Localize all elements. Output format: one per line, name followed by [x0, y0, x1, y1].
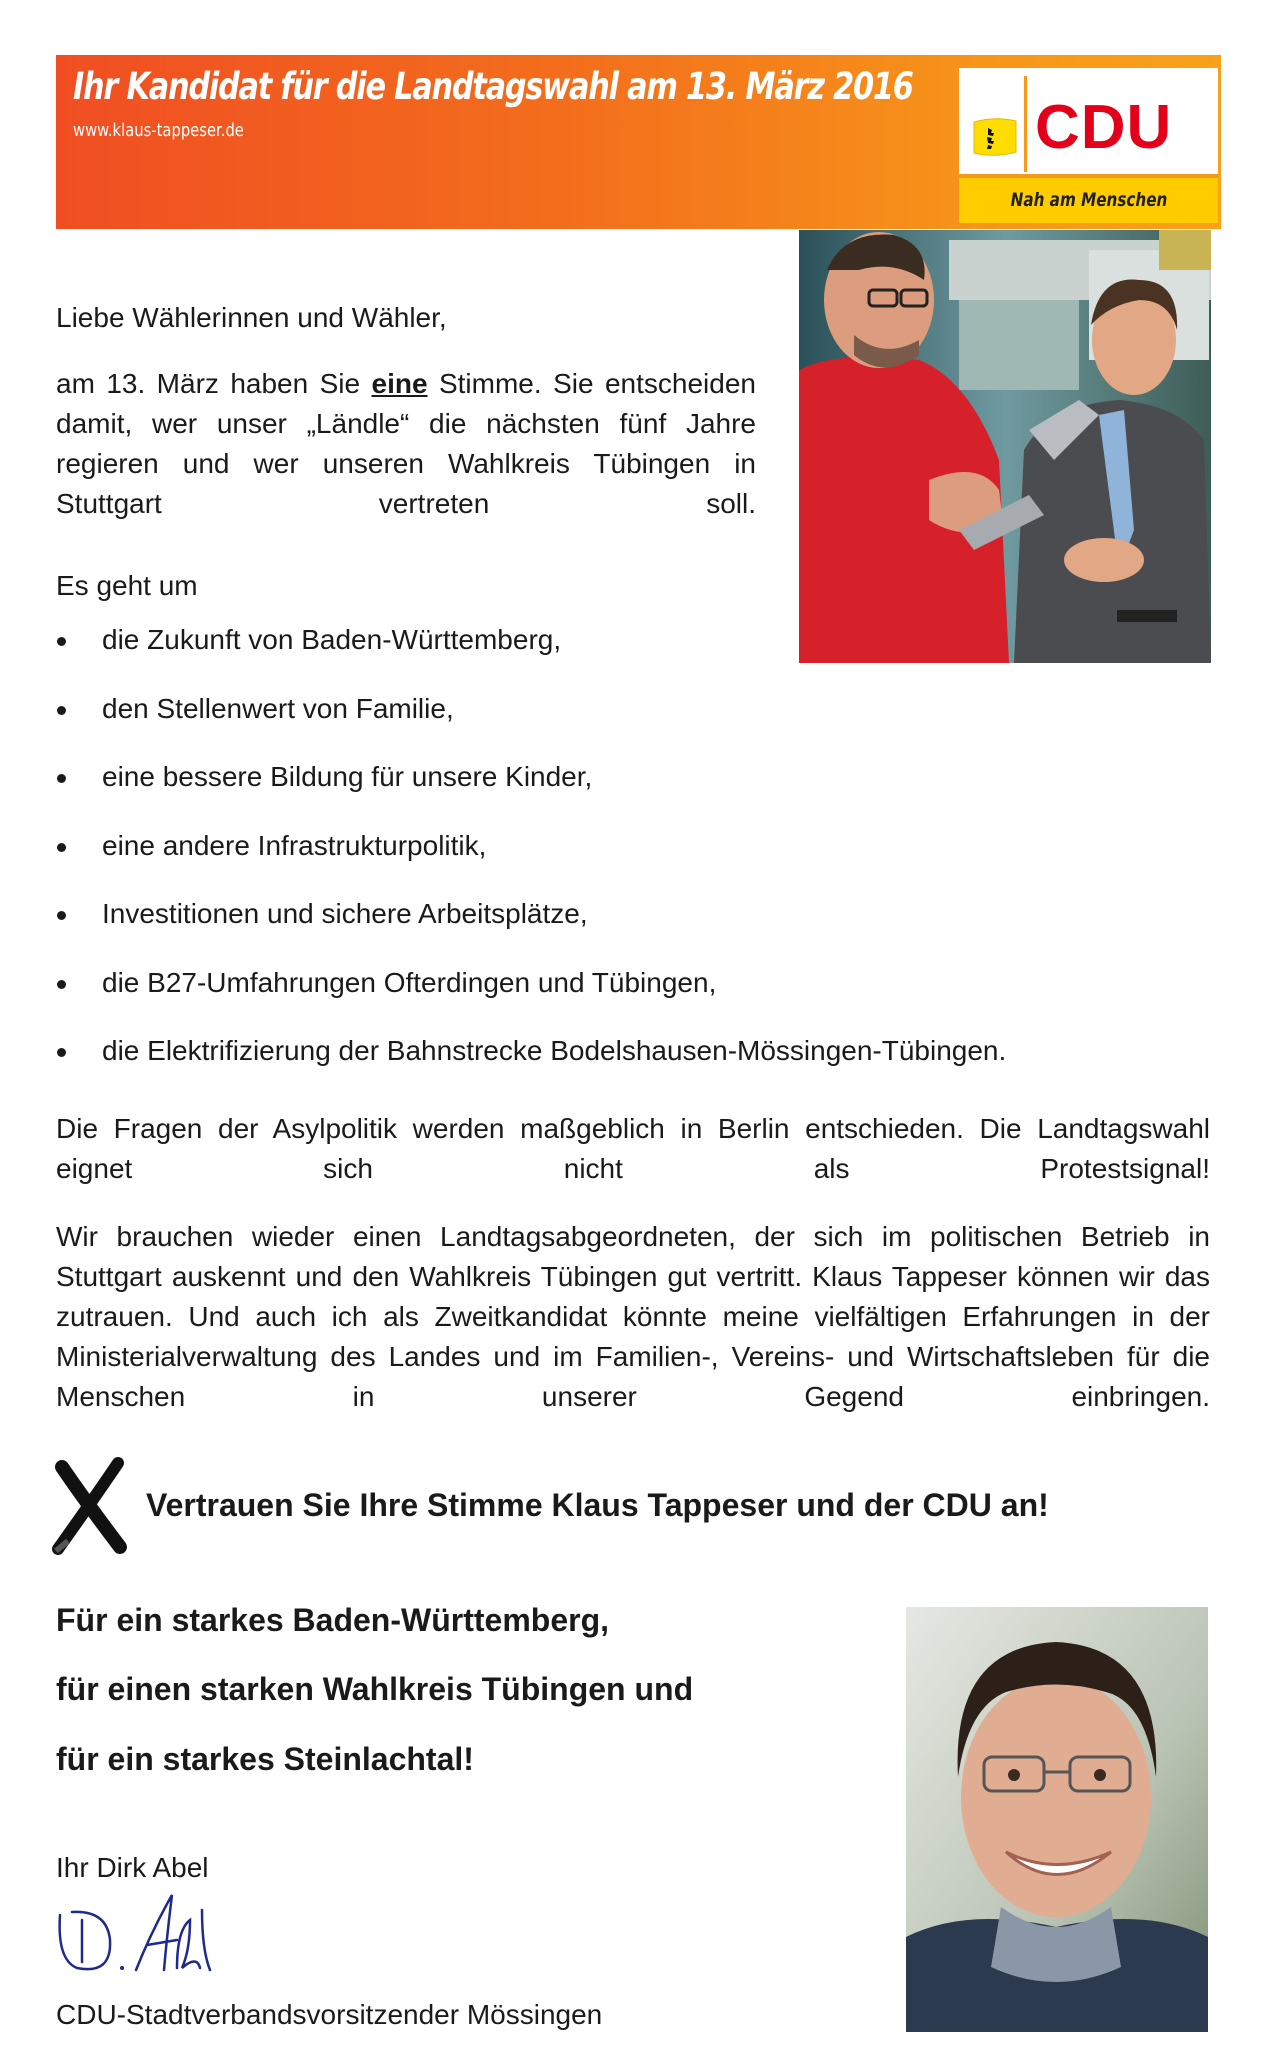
closing-line-3: für ein starkes Steinlachtal!: [56, 1741, 474, 1777]
cdu-logo: [959, 68, 1218, 223]
logo-slogan: [959, 178, 1218, 223]
candidate-paragraph: Wir brauchen wieder einen Landtagsabgeordneten, der sich im politischen Betrieb in Stuttgart auskennt und den Wahlkreis Tübingen gut vertritt. Klaus Tappeser können wir das zutrauen. Und auch ich als Zweitkandidat könnte meine vielfältigen Erfahrungen in der Ministerialverwaltung des Landes und im Familien-, Vereins- und Wirtschaftsleben für die Menschen in unserer Gegend einbringen.: [56, 1221, 1210, 1412]
handwritten-signature: [52, 1890, 222, 1980]
list-item: die Elektrifizierung der Bahnstrecke Bodelshausen-Mössingen-Tübingen.: [56, 1031, 1006, 1071]
candidate-website-link[interactable]: www.klaus-tappeser.de: [73, 120, 244, 141]
banner-title: Ihr Kandidat für die Landtagswahl am 13. März 2016: [73, 65, 913, 108]
list-item: eine bessere Bildung für unsere Kinder,: [56, 757, 1006, 797]
header-banner: [56, 55, 1221, 229]
intro-text-start: am 13. März haben Sie: [56, 368, 372, 399]
emphasis-one-vote: eine: [371, 368, 428, 399]
slogan-text: Nah am Menschen: [1010, 189, 1167, 211]
workshop-photo-image: [799, 230, 1211, 663]
list-item: den Stellenwert von Familie,: [56, 689, 1006, 729]
logo-separator: [1024, 76, 1027, 172]
greeting: Liebe Wählerinnen und Wähler,: [56, 302, 447, 333]
closing-line-1: Für ein starkes Baden-Württemberg,: [56, 1602, 609, 1638]
baden-wuerttemberg-flag-icon: [971, 116, 1019, 158]
cdu-wordmark: CDU: [1035, 93, 1173, 162]
list-item: eine andere Infrastrukturpolitik,: [56, 826, 1006, 866]
asylum-paragraph: Die Fragen der Asylpolitik werden maßgeblich in Berlin entschieden. Die Landtagswahl eignet sich nicht als Protestsignal!: [56, 1113, 1210, 1184]
closing-line-2: für einen starken Wahlkreis Tübingen und: [56, 1671, 694, 1707]
list-item: Investitionen und sichere Arbeitsplätze,: [56, 894, 1006, 934]
signature-name: Ihr Dirk Abel: [56, 1852, 209, 1883]
intro-text-end: Stimme. Sie entscheiden damit, wer unser „Ländle“ die nächsten fünf Jahre regieren und wer unseren Wahlkreis Tübingen in Stuttgart vertreten soll.: [56, 368, 756, 519]
signature-role: CDU-Stadtverbandsvorsitzender Mössingen: [56, 1999, 603, 2030]
portrait-image: [906, 1607, 1208, 2032]
list-item: die B27-Umfahrungen Ofterdingen und Tübingen,: [56, 963, 1006, 1003]
dirk-abel-portrait: [906, 1607, 1208, 2032]
topics-intro: Es geht um: [56, 570, 198, 601]
ballot-cross-icon: [48, 1455, 132, 1555]
topics-list: [56, 620, 1006, 1100]
candidate-photo-workshop: [799, 230, 1211, 663]
vote-call: Vertrauen Sie Ihre Stimme Klaus Tappeser und der CDU an!: [146, 1487, 1049, 1523]
list-item: die Zukunft von Baden-Württemberg,: [56, 620, 1006, 660]
intro-paragraph: [56, 364, 756, 524]
